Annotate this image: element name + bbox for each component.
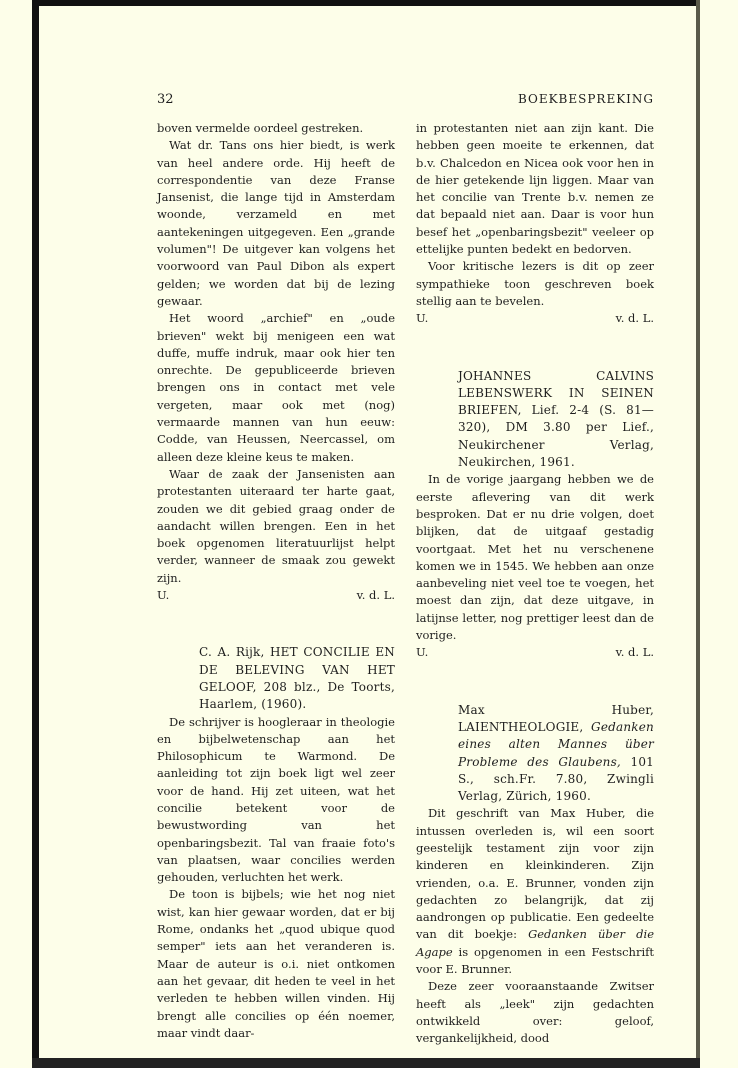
review-signature (416, 310, 654, 327)
paragraph: boven vermelde oordeel gestreken. (157, 121, 364, 135)
paragraph: Dit geschrift van Max Huber, die intussen overleden is, wil een soort geestelijk testament zijn voor zijn kinderen en kleinkinderen. Zijn vrienden, o.a. E. Brunner, vonden zijn gedachten zo belangrijk, dat zij aandrongen op publicatie. Een gedeelte van dit boekje: Gedanken über die Agape is opgenomen in een Festschrift voor E. Brunner. (416, 806, 654, 977)
review-signature (157, 587, 395, 604)
scan-border-right (696, 0, 700, 1068)
signature-initial: U. (416, 645, 429, 660)
page-number: 32 (157, 92, 174, 107)
scan-border-top (38, 0, 700, 6)
paragraph: De toon is bijbels; wie het nog niet wist, kan hier gewaar worden, dat er bij Rome, ondanks het „quod ubique quod semper" iets aan het veranderen is. Maar de auteur is o.i. niet ontkomen aan het gevaar, dit heden te veel in het verleden te hebben willen vinden. Hij brengt alle concilies op één noemer, maar vindt daar- (157, 887, 395, 1040)
paragraph: In de vorige jaargang hebben we de eerste aflevering van dit werk besproken. Dat er nu drie volgen, doet blijken, dat de uitgaaf gestadig voortgaat. Met het nu verschenene komen we in 1545. We hebben aan onze aanbeveling niet veel toe te voegen, het moest dan zijn, dat deze uitgave, in latijnse letter, nog prettiger leest dan de vorige. (416, 472, 654, 643)
signature-initial: U. (416, 311, 429, 326)
paragraph: Waar de zaak der Jansenisten aan protestanten uiteraard ter harte gaat, zouden we dit gebied graag onder de aandacht willen brengen. Een in het boek opgenomen literatuurlijst helpt verder, wanneer de smaak zou gewekt zijn. (157, 466, 395, 585)
paragraph: Het woord „archief" en „oude brieven" wekt bij menigeen een wat duffe, muffe indruk, maar ook hier ten onrechte. De gepubliceerde brieven brengen ons in contact met vele vergeten, maar ook met (nog) vermaarde mannen van hun eeuw: Codde, van Heussen, Neercassel, om alleen deze kleine keus te maken. (157, 311, 395, 464)
signature-author: v. d. L. (615, 311, 654, 326)
review-heading: JOHANNES CALVINS LEBENSWERK IN SEINEN BRIEFEN, Lief. 2-4 (S. 81—320), DM 3.80 per Lief., Neukirchener Verlag, Neukirchen, 1961. (458, 368, 654, 470)
paragraph: De schrijver is hoogleraar in theologie en bijbelwetenschap aan het Philosophicum te Warmond. De aanleiding tot zijn boek ligt wel zeer voor de hand. Hij zet uiteen, wat het concilie betekent voor de bewustwording van het openbaringsbezit. Tal van fraaie foto's van plaatsen, waar concilies werden gehouden, verluchten het werk. (157, 714, 395, 885)
paragraph: Deze zeer vooraanstaande Zwitser heeft als „leek" zijn gedachten ontwikkeld over: geloof, vergankelijkheid, dood (416, 979, 654, 1046)
review-signature (416, 644, 654, 661)
left-column (157, 120, 395, 1042)
running-head: BOEKBESPREKING (517, 92, 654, 106)
review-heading: Max Huber, LAIENTHEOLOGIE, Gedanken eines alten Mannes über Probleme des Glaubens, 101 S., sch.Fr. 7.80, Zwingli Verlag, Zürich, 1960. (458, 702, 654, 804)
paragraph: Wat dr. Tans ons hier biedt, is werk van heel andere orde. Hij heeft de correspondentie van deze Franse Jansenist, die lange tijd in Amsterdam woonde, verzameld en met aantekeningen uitgegeven. Een „grande volumen"! De uitgever kan volgens het voorwoord van Paul Dibon als expert gelden; we worden dat bij de lezing gewaar. (157, 138, 395, 308)
signature-author: v. d. L. (356, 588, 395, 603)
scan-border-bottom (32, 1058, 700, 1068)
paragraph: in protestanten niet aan zijn kant. Die hebben geen moeite te erkennen, dat b.v. Chalcedon en Nicea ook voor hen in de hier getekende lijn liggen. Maar van het concilie van Trente b.v. nemen ze dat bepaald niet aan. Daar is voor hun besef het „openbaringsbezit" veeleer op ettelijke punten bedekt en bedorven. (416, 121, 654, 257)
review-heading: C. A. Rijk, HET CONCILIE EN DE BELEVING VAN HET GELOOF, 208 blz., De Toorts, Haarlem, (1960). (199, 645, 395, 712)
signature-author: v. d. L. (615, 645, 654, 660)
paragraph: Voor kritische lezers is dit op zeer sympathieke toon geschreven boek stellig aan te bevelen. (416, 259, 654, 308)
signature-initial: U. (157, 588, 170, 603)
right-column (416, 120, 654, 1048)
scan-border-left (32, 0, 39, 1068)
